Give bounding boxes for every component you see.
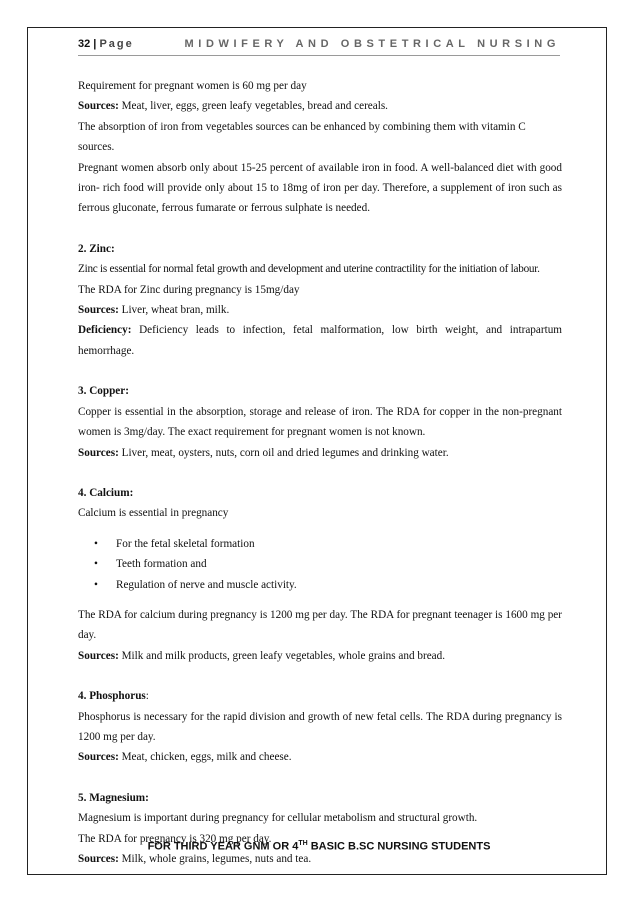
list-item: • Teeth formation and <box>78 554 562 574</box>
page-number: 32 | Page <box>78 38 134 50</box>
calcium-intro: Calcium is essential in pregnancy <box>78 507 229 520</box>
magnesium-sources: Sources: Milk, whole grains, legumes, nuts and tea. <box>78 853 312 865</box>
calcium-list <box>78 534 562 595</box>
iron-requirement: Requirement for pregnant women is 60 mg per day <box>78 80 307 92</box>
bullet-icon: • <box>94 578 98 591</box>
bullet-icon: • <box>94 537 98 550</box>
zinc-sources: Sources: Liver, wheat bran, milk. <box>78 304 230 317</box>
magnesium-line1: Magnesium is important during pregnancy for cellular metabolism and structural growth. <box>78 812 478 825</box>
iron-absorption: The absorption of iron from vegetables sources can be enhanced by combining them with vitamin C sources. <box>78 120 526 154</box>
iron-paragraph: Pregnant women absorb only about 15-25 percent of available iron in food. A well-balanced diet with good iron- rich food will provide only about 15 to 18mg of iron per day. Therefore, a supplement of iron such as ferrous gluconate, ferrous fumarate or ferrous sulphate is needed. <box>78 161 562 215</box>
calcium-heading: 4. Calcium: <box>78 486 134 499</box>
header-divider <box>78 55 560 56</box>
calcium-sources: Sources: Milk and milk products, green leafy vegetables, whole grains and bread. <box>78 649 446 662</box>
page-footer: FOR THIRD YEAR GNM OR 4TH BASIC B.SC NURSING STUDENTS <box>147 840 491 853</box>
magnesium-rda: The RDA for pregnancy is 320 mg per day. <box>78 832 272 845</box>
header-title: MIDWIFERY AND OBSTETRICAL NURSING <box>184 38 560 50</box>
zinc-line1: Zinc is essential for normal fetal growth and development and uterine contractility for the initiation of labour. <box>78 263 540 276</box>
zinc-heading: 2. Zinc: <box>78 242 115 255</box>
phosphorus-sources: Sources: Meat, chicken, eggs, milk and cheese. <box>78 751 292 764</box>
page-word: Page <box>99 38 134 50</box>
document-body <box>78 76 562 869</box>
phosphorus-paragraph: Phosphorus is necessary for the rapid division and growth of new fetal cells. The RDA during pregnancy is 1200 mg per day. <box>78 710 562 743</box>
calcium-paragraph: The RDA for calcium during pregnancy is 1200 mg per day. The RDA for pregnant teenager is 1600 mg per day. <box>78 608 562 642</box>
page-header <box>78 38 560 54</box>
phosphorus-heading: 4. Phosphorus: <box>78 690 149 703</box>
zinc-rda: The RDA for Zinc during pregnancy is 15mg/day <box>78 283 300 296</box>
magnesium-heading: 5. Magnesium: <box>78 791 149 804</box>
copper-sources: Sources: Liver, meat, oysters, nuts, corn oil and dried legumes and drinking water. <box>78 446 449 459</box>
copper-heading: 3. Copper: <box>78 385 129 398</box>
zinc-deficiency: Deficiency: Deficiency leads to infection, fetal malformation, low birth weight, and intrapartum hemorrhage. <box>78 324 562 357</box>
iron-sources: Sources: Meat, liver, eggs, green leafy vegetables, bread and cereals. <box>78 100 388 113</box>
list-item: • For the fetal skeletal formation <box>78 534 562 554</box>
bullet-icon: • <box>94 558 98 571</box>
copper-paragraph: Copper is essential in the absorption, storage and release of iron. The RDA for copper in the non-pregnant women is 3mg/day. The exact requirement for pregnant women is not known. <box>78 405 562 439</box>
list-item: • Regulation of nerve and muscle activity. <box>78 575 562 595</box>
